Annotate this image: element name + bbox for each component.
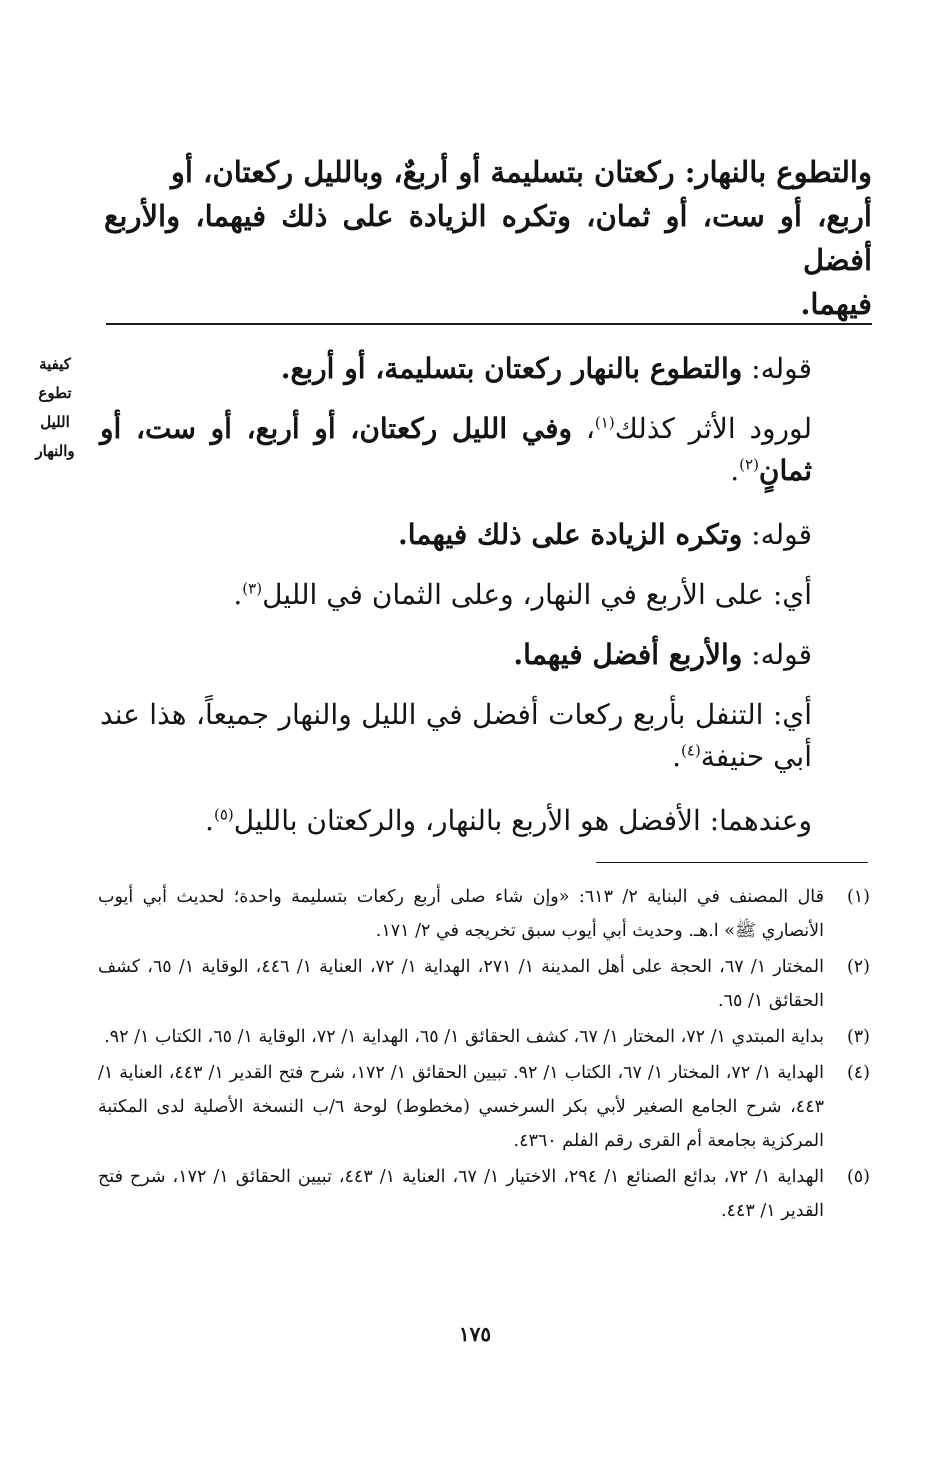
commentary-body	[100, 348, 872, 842]
footnote-item	[98, 1160, 870, 1228]
explanation-text: .	[205, 804, 214, 837]
margin-heading-line: الليل	[40, 413, 70, 431]
matn-line: فيهما.	[800, 287, 872, 321]
explanation-paragraph-1	[100, 408, 872, 492]
footnote-item	[98, 1056, 870, 1158]
footnote-item	[98, 950, 870, 1018]
quote-text: والتطوع بالنهار ركعتان بتسليمة، أو أربع.	[280, 352, 743, 385]
explanation-text: .	[233, 578, 243, 611]
footnote-number: (٤)	[846, 1063, 870, 1083]
footnote-ref: (٤)	[681, 741, 701, 760]
quote-paragraph-2	[100, 514, 872, 556]
explanation-paragraph-4	[100, 800, 872, 842]
footnote-number: (٥)	[846, 1167, 870, 1187]
explanation-text: .	[672, 740, 682, 773]
explanation-text: ،	[572, 412, 595, 445]
explanation-paragraph-3	[100, 694, 872, 778]
quote-prefix: قوله:	[742, 518, 812, 551]
footnote-text: الهداية ١/ ٧٢، المختار ١/ ٦٧، الكتاب ١/ ٩٢. تبيين الحقائق ١/ ١٧٢، شرح فتح القدير ١/ ٤٤٣، العناية ١/ ٤٤٣، شرح الجامع الصغير لأبي بكر السرخسي (مخطوط) لوحة ٦/ب النسخة الأصلية لدى المكتبة المركزية بجامعة أم القرى رقم الفلم ٤٣٦٠.	[98, 1063, 824, 1151]
matn-line: أربع، أو ست، أو ثمان، وتكره الزيادة على ذلك فيهما، والأربع أفضل	[104, 199, 872, 277]
quote-text: والأربع أفضل فيهما.	[513, 638, 743, 671]
explanation-text: .	[730, 454, 740, 487]
quote-prefix: قوله:	[742, 638, 812, 671]
footnote-text: المختار ١/ ٦٧، الحجة على أهل المدينة ١/ ٢٧١، الهداية ١/ ٧٢، العناية ١/ ٤٤٦، الوقاية ١/ ٦٥، كشف الحقائق ١/ ٦٥.	[98, 957, 824, 1011]
quote-paragraph-3	[100, 634, 872, 676]
footnote-ref: (١)	[594, 413, 615, 432]
footnote-ref: (٥)	[213, 805, 234, 824]
footnote-number: (٢)	[846, 957, 870, 977]
quote-paragraph-1	[100, 348, 872, 390]
footnote-ref: (٢)	[739, 455, 759, 474]
footnote-text: الهداية ١/ ٧٢، بدائع الصنائع ١/ ٢٩٤، الاختيار ١/ ٦٧، العناية ١/ ٤٤٣، تبيين الحقائق ١/ ١٧٢، شرح فتح القدير ١/ ٤٤٣.	[98, 1167, 824, 1221]
footnote-item	[98, 1020, 870, 1054]
matn-divider	[106, 323, 872, 325]
footnotes	[98, 880, 870, 1230]
matn-line: والتطوع بالنهار: ركعتان بتسليمة أو أربعٌ، وبالليل ركعتان، أو	[170, 155, 872, 189]
explanation-text: أي: على الأربع في النهار، وعلى الثمان في الليل	[262, 578, 812, 611]
footnote-number: (١)	[846, 887, 870, 907]
footnote-divider	[596, 862, 868, 863]
quote-text: وتكره الزيادة على ذلك فيهما.	[398, 518, 743, 551]
margin-heading	[20, 350, 90, 466]
footnote-text: بداية المبتدي ١/ ٧٢، المختار ١/ ٦٧، كشف الحقائق ١/ ٦٥، الهداية ١/ ٧٢، الوقاية ١/ ٦٥، الكتاب ١/ ٩٢.	[104, 1027, 824, 1047]
footnote-item	[98, 880, 870, 948]
explanation-bold-text: وفي الليل ركعتان، أو أربع، أو ست، أو ثمانٍ	[100, 412, 812, 487]
explanation-text: وعندهما: الأفضل هو الأربع بالنهار، والركعتان بالليل	[233, 804, 812, 837]
margin-heading-line: تطوع	[38, 384, 72, 402]
explanation-text: أي: التنفل بأربع ركعات أفضل في الليل والنهار جميعاً، هذا عند أبي حنيفة	[100, 698, 812, 773]
margin-heading-line: كيفية	[39, 355, 71, 373]
explanation-paragraph-2	[100, 574, 872, 616]
explanation-text: لورود الأثر كذلك	[614, 412, 812, 445]
footnote-text: قال المصنف في البناية ٢/ ٦١٣: «وإن شاء صلى أربع ركعات بتسليمة واحدة؛ لحديث أبي أيوب الأنصاري ﷺ» ا.هـ. وحديث أبي أيوب سبق تخريجه في ٢/ ١٧١.	[98, 887, 824, 941]
page-number: ١٧٥	[458, 1322, 492, 1346]
matn-text	[104, 150, 872, 326]
footnote-ref: (٣)	[242, 579, 263, 598]
quote-prefix: قوله:	[742, 352, 812, 385]
margin-heading-line: والنهار	[35, 442, 75, 460]
footnote-number: (٣)	[846, 1027, 870, 1047]
